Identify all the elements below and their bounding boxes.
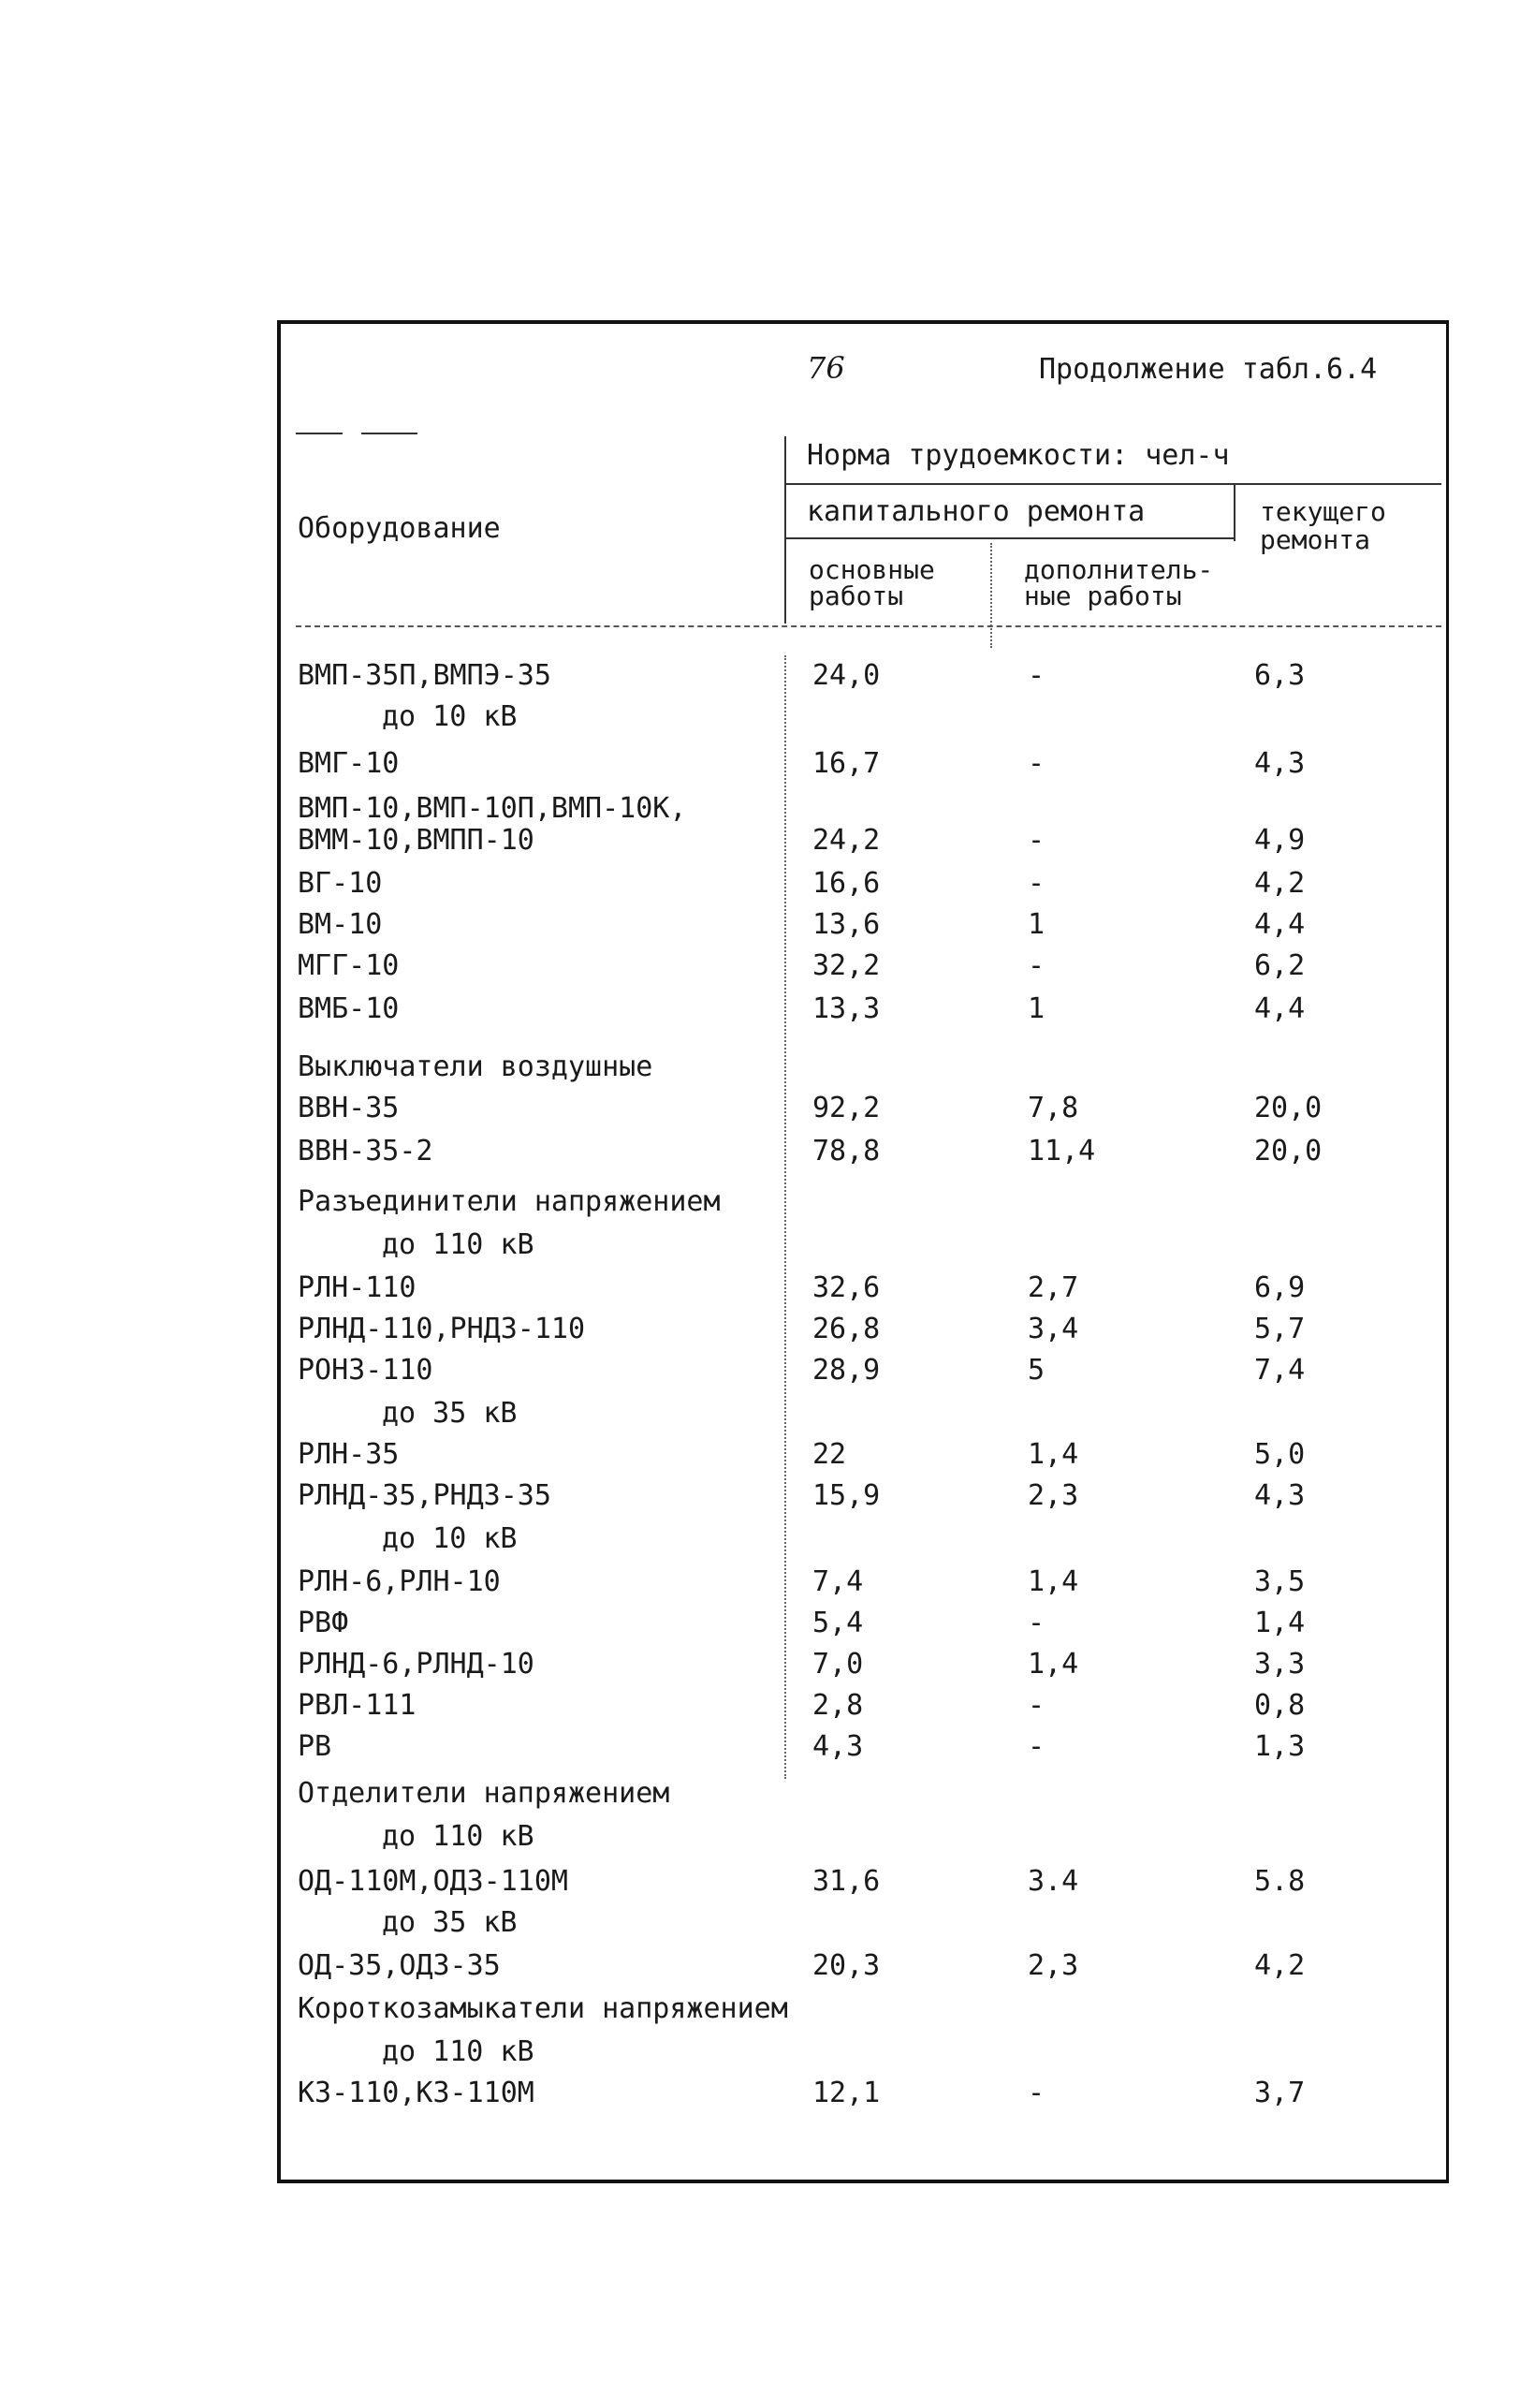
additional-works-cell: 1,4 (1028, 1438, 1079, 1471)
column-divider (1234, 483, 1235, 541)
header-rule (296, 433, 343, 434)
equipment-cell: РВФ (298, 1607, 349, 1639)
main-works-cell: 13,3 (812, 992, 881, 1025)
main-works-cell: 16,6 (812, 867, 881, 900)
additional-works-cell: 1 (1028, 908, 1045, 941)
additional-works-cell: - (1028, 1689, 1045, 1722)
table-row (0, 1863, 1535, 1901)
current-repair-cell: 20,0 (1254, 1092, 1323, 1124)
additional-works-cell: - (1028, 747, 1045, 780)
main-works-cell: 92,2 (812, 1092, 881, 1124)
current-repair-header-line2: ремонта (1260, 524, 1371, 555)
equipment-cell: РВЛ-111 (298, 1689, 417, 1722)
table-row (0, 1477, 1535, 1515)
current-repair-cell: 20,0 (1254, 1135, 1323, 1167)
header-rule (786, 537, 1234, 539)
table-row (0, 1818, 1535, 1856)
main-works-cell: 32,6 (812, 1271, 881, 1304)
additional-works-cell: - (1028, 1607, 1045, 1639)
equipment-cell: РЛНД-110,РНДЗ-110 (298, 1313, 586, 1345)
additional-works-cell: - (1028, 949, 1045, 982)
current-repair-cell: 4,2 (1254, 1949, 1306, 1982)
additional-works-cell: - (1028, 824, 1045, 857)
table-row (0, 1049, 1535, 1086)
current-repair-cell: 3,7 (1254, 2077, 1306, 2109)
additional-works-header-line1: дополнитель- (1024, 554, 1214, 585)
page-number: 76 (807, 350, 845, 386)
equipment-column-header: Оборудование (298, 512, 501, 545)
table-continuation-label: Продолжение табл.6.4 (1039, 353, 1378, 386)
main-works-cell: 13,6 (812, 908, 881, 941)
main-works-header-line2: работы (809, 580, 904, 611)
table-row (0, 1436, 1535, 1474)
current-repair-cell: 4,9 (1254, 824, 1306, 857)
additional-works-cell: 1,4 (1028, 1565, 1079, 1598)
current-repair-cell: 4,2 (1254, 867, 1306, 900)
table-row (0, 1226, 1535, 1264)
additional-works-cell: 5 (1028, 1354, 1045, 1387)
equipment-cell: МГГ-10 (298, 949, 400, 982)
equipment-cell: до 110 кВ (382, 2035, 534, 2068)
equipment-cell: Разъединители напряжением (298, 1185, 721, 1218)
column-divider (784, 436, 786, 624)
equipment-cell: ВВН-35-2 (298, 1135, 433, 1167)
main-works-cell: 7,4 (812, 1565, 864, 1598)
norm-header: Норма трудоемкости: чел-ч (807, 439, 1230, 472)
equipment-cell: до 110 кВ (382, 1820, 534, 1853)
table-row (0, 657, 1535, 695)
current-repair-cell: 4,4 (1254, 992, 1306, 1025)
main-works-cell: 2,8 (812, 1689, 864, 1722)
table-row (0, 1904, 1535, 1942)
additional-works-cell: 2,7 (1028, 1271, 1079, 1304)
additional-works-cell: 1 (1028, 992, 1045, 1025)
main-works-cell: 4,3 (812, 1730, 864, 1763)
current-repair-cell: 7,4 (1254, 1354, 1306, 1387)
additional-works-cell: 7,8 (1028, 1092, 1079, 1124)
table-row (0, 1646, 1535, 1683)
main-works-cell: 28,9 (812, 1354, 881, 1387)
main-works-cell: 32,2 (812, 949, 881, 982)
table-row (0, 906, 1535, 944)
table-row (0, 1311, 1535, 1348)
current-repair-cell: 1,3 (1254, 1730, 1306, 1763)
equipment-cell: ВМ-10 (298, 908, 383, 941)
equipment-cell: Отделители напряжением (298, 1777, 670, 1810)
header-rule (786, 483, 1441, 485)
equipment-cell: ВВН-35 (298, 1092, 400, 1124)
table-row (0, 2075, 1535, 2112)
equipment-cell: до 110 кВ (382, 1228, 534, 1261)
table-row (0, 1352, 1535, 1389)
main-works-cell: 16,7 (812, 747, 881, 780)
equipment-cell: ВМГ-10 (298, 747, 400, 780)
current-repair-cell: 6,9 (1254, 1271, 1306, 1304)
equipment-cell: ВМП-10,ВМП-10П,ВМП-10К, (298, 792, 687, 825)
main-works-cell: 24,0 (812, 659, 881, 692)
equipment-cell: РОНЗ-110 (298, 1354, 433, 1387)
table-row (0, 1947, 1535, 1985)
table-row (0, 1990, 1535, 2028)
main-works-cell: 78,8 (812, 1135, 881, 1167)
current-repair-cell: 6,3 (1254, 659, 1306, 692)
column-divider (990, 543, 992, 648)
additional-works-cell: 2,3 (1028, 1949, 1079, 1982)
table-row (0, 947, 1535, 985)
equipment-cell: КЗ-110,КЗ-110М (298, 2077, 534, 2109)
main-works-header-line1: основные (809, 554, 935, 585)
equipment-cell: Короткозамыкатели напряжением (298, 1992, 788, 2025)
additional-works-cell: - (1028, 1730, 1045, 1763)
table-row (0, 1605, 1535, 1642)
table-row (0, 865, 1535, 903)
main-works-cell: 31,6 (812, 1865, 881, 1898)
main-works-cell: 15,9 (812, 1479, 881, 1512)
main-works-cell: 5,4 (812, 1607, 864, 1639)
current-repair-cell: 4,4 (1254, 908, 1306, 941)
equipment-cell: РЛНД-6,РЛНД-10 (298, 1648, 534, 1681)
additional-works-cell: - (1028, 867, 1045, 900)
equipment-cell: ОД-35,ОДЗ-35 (298, 1949, 501, 1982)
current-repair-cell: 5,0 (1254, 1438, 1306, 1471)
header-separator (296, 625, 1441, 627)
current-repair-cell: 4,3 (1254, 747, 1306, 780)
current-repair-cell: 5,7 (1254, 1313, 1306, 1345)
current-repair-cell: 5.8 (1254, 1865, 1306, 1898)
equipment-cell: РЛН-110 (298, 1271, 417, 1304)
table-row (0, 1133, 1535, 1170)
table-row (0, 1728, 1535, 1766)
additional-works-cell: 3,4 (1028, 1313, 1079, 1345)
table-row (0, 1687, 1535, 1725)
current-repair-header-line1: текущего (1260, 496, 1386, 527)
table-row (0, 1775, 1535, 1813)
table-row (0, 1270, 1535, 1307)
current-repair-cell: 4,3 (1254, 1479, 1306, 1512)
equipment-cell: до 35 кВ (382, 1397, 518, 1430)
additional-works-cell: 3.4 (1028, 1865, 1079, 1898)
table-row (0, 991, 1535, 1028)
main-works-cell: 7,0 (812, 1648, 864, 1681)
equipment-cell: ОД-110М,ОДЗ-110М (298, 1865, 568, 1898)
equipment-cell: РЛН-6,РЛН-10 (298, 1565, 501, 1598)
main-works-cell: 20,3 (812, 1949, 881, 1982)
equipment-cell: ВМП-35П,ВМПЭ-35 (298, 659, 551, 692)
table-row (0, 1183, 1535, 1221)
main-works-cell: 26,8 (812, 1313, 881, 1345)
main-works-cell: 24,2 (812, 824, 881, 857)
equipment-cell: РВ (298, 1730, 332, 1763)
main-works-cell: 22 (812, 1438, 847, 1471)
table-row (0, 1564, 1535, 1601)
equipment-cell: Выключатели воздушные (298, 1050, 653, 1083)
equipment-cell: до 10 кВ (382, 700, 518, 733)
additional-works-cell: - (1028, 2077, 1045, 2109)
table-row (0, 745, 1535, 783)
table-row (0, 1090, 1535, 1127)
equipment-cell: РЛН-35 (298, 1438, 400, 1471)
current-repair-cell: 6,2 (1254, 949, 1306, 982)
equipment-cell: ВМБ-10 (298, 992, 400, 1025)
capital-repair-header: капитального ремонта (807, 495, 1146, 528)
table-row (0, 698, 1535, 736)
additional-works-cell: 1,4 (1028, 1648, 1079, 1681)
table-row (0, 822, 1535, 859)
table-row (0, 1395, 1535, 1432)
additional-works-cell: - (1028, 659, 1045, 692)
additional-works-cell: 11,4 (1028, 1135, 1096, 1167)
main-works-cell: 12,1 (812, 2077, 881, 2109)
table-row (0, 2034, 1535, 2071)
equipment-cell: до 10 кВ (382, 1522, 518, 1555)
equipment-cell: ВММ-10,ВМПП-10 (298, 824, 534, 857)
equipment-cell: ВГ-10 (298, 867, 383, 900)
current-repair-cell: 0,8 (1254, 1689, 1306, 1722)
header-rule (361, 433, 417, 434)
current-repair-cell: 3,3 (1254, 1648, 1306, 1681)
table-row (0, 1520, 1535, 1558)
equipment-cell: РЛНД-35,РНДЗ-35 (298, 1479, 551, 1512)
current-repair-cell: 1,4 (1254, 1607, 1306, 1639)
equipment-cell: до 35 кВ (382, 1906, 518, 1939)
current-repair-cell: 3,5 (1254, 1565, 1306, 1598)
additional-works-cell: 2,3 (1028, 1479, 1079, 1512)
additional-works-header-line2: ные работы (1024, 580, 1182, 611)
